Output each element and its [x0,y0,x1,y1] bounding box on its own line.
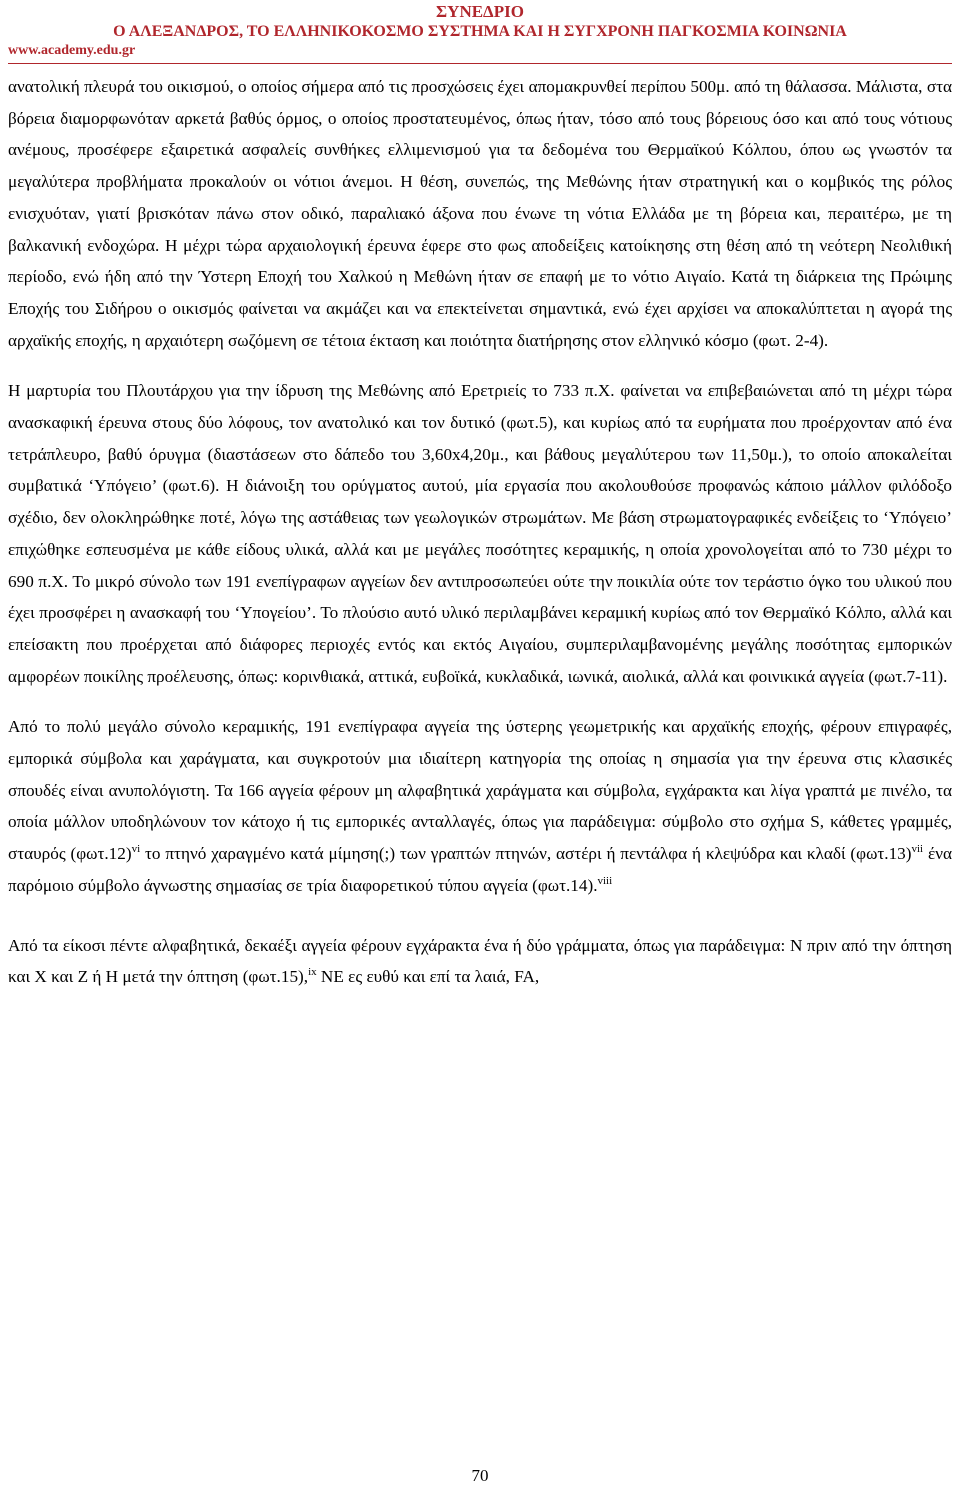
paragraph-3-text-a: Από το πολύ μεγάλο σύνολο κεραμικής, 191 ενεπίγραφα αγγεία της ύστερης γεωμετρικής και αρχαϊκής εποχής, φέρουν επιγραφές, εμπορικά σύμβολα και χαράγματα, και συγκροτούν μια ιδιαίτερη κατηγορία της οποίας η σημασία για την έρευνα στις κλασικές σπουδές είναι ανυπολόγιστη. Τα 166 αγγεία φέρουν μη αλφαβητικά χαράγματα και σύμβολα, εγχάρακτα και λίγα γραπτά με πινέλο, τα οποία μάλλον υποδηλώνουν τον κάτοχο ή τις εμπορικές ανταλλαγές, όπως για παράδειγμα: σύμβολο στο σχήμα S, κάθετες γραμμές, σταυρός (φωτ.12) [8,717,952,864]
paragraph-4 [8,930,952,993]
footnote-ref-ix[interactable]: ix [308,966,317,979]
website-link[interactable]: www.academy.edu.gr [8,43,136,58]
conference-subtitle: Ο ΑΛΕΞΑΝΔΡΟΣ, ΤΟ ΕΛΛΗΝΙΚΟΚΟΣΜΟ ΣΥΣΤΗΜΑ ΚΑΙ Η ΣΥΓΧΡΟΝΗ ΠΑΓΚΟΣΜΙΑ ΚΟΙΝΩΝΙΑ [113,23,847,40]
header-divider [8,63,952,64]
paragraph-3-text-b: το πτηνό χαραγμένο κατά μίμηση(;) των γραπτών πτηνών, αστέρι ή πεντάλφα ή κλεψύδρα και κλαδί (φωτ.13) [140,844,912,864]
paragraph-3 [8,711,952,901]
paragraph-4-text-b: ΝΕ ες ευθύ και επί τα λαιά, FA, [316,967,540,987]
paragraph-4-text-a: Από τα είκοσι πέντε αλφαβητικά, δεκαέξι αγγεία φέρουν εγχάρακτα ένα ή δύο γράμματα, όπως για παράδειγμα: Ν πριν από την όπτηση και Χ και Ζ ή Η μετά την όπτηση (φωτ.15), [8,935,952,987]
paragraph-3-text-c: ένα παρόμοιο σύμβολο άγνωστης σημασίας σε τρία διαφορετικού τύπου αγγεία (φωτ.14). [8,844,952,895]
page-number: 70 [471,1466,489,1485]
paragraph-2: Η μαρτυρία του Πλουτάρχου για την ίδρυση της Μεθώνης από Ερετριείς το 733 π.Χ. φαίνεται να επιβεβαιώνεται από τη μέχρι τώρα ανασκαφική έρευνα στους δύο λόφους, τον ανατολικό και τον δυτικό (φωτ.5), και κυρίως από τα ευρήματα που προέρχονταν από ένα τετράπλευρο, βαθύ όρυγμα (διαστάσεων στο δάπεδο του 3,60x4,20μ., και βάθους μεγαλύτερου των 11,50μ.), το οποίο αποκαλείται συμβατικά ‘Υπόγειο’ (φωτ.6). Η διάνοιξη του ορύγματος αυτού, μία εργασία που ακολουθούσε προφανώς κάποιο μάλλον φιλόδοξο σχέδιο, δεν ολοκληρώθηκε ποτέ, λόγω της αστάθειας των γεωλογικών στρωμάτων. Με βάση στρωματογραφικές ενδείξεις το ‘Υπόγειο’ επιχώθηκε εσπευσμένα με κάθε είδους υλικά, αλλά και με μεγάλες ποσότητες κεραμικής, η οποία χρονολογείται από το 730 μέχρι το 690 π.Χ. Το μικρό σύνολο των 191 ενεπίγραφων αγγείων δεν αντιπροσωπεύει ούτε την ποικιλία ούτε τον τεράστιο όγκο του υλικού που έχει προσφέρει η ανασκαφή του ‘Υπογείου’. Το πλούσιο αυτό υλικό περιλαμβάνει κεραμική κυρίως από τον Θερμαϊκό Κόλπο, αλλά και επείσακτη που προέρχεται από διάφορες περιοχές εντός και εκτός Αιγαίου, συμπεριλαμβανομένης μεγάλης ποσότητας εμπορικών αμφορέων ποικίλης προέλευσης, όπως: κορινθιακά, αττικά, ευβοϊκά, κυκλαδικά, ιωνικά, αιολικά, αλλά και φοινικικά αγγεία (φωτ.7-11). [8,381,952,686]
footnote-ref-vi[interactable]: vi [131,843,141,856]
paragraph-1: ανατολική πλευρά του οικισμού, ο οποίος σήμερα από τις προσχώσεις έχει απομακρυνθεί περίπου 500μ. από τη θάλασσα. Μάλιστα, στα βόρεια διαμορφωνόταν αρκετά βαθύς όρμος, ο οποίος προστατευμένος, όπως ήταν, τόσο από τους βόρειους όσο και από τους νότιους ανέμους, προσέφερε εξαιρετικά ασφαλείς συνθήκες ελλιμενισμού για τα δεδομένα του Θερμαϊκού Κόλπου, όπου ως γνωστόν τα μεγαλύτερα προβλήματα προκαλούν οι νότιοι άνεμοι. Η θέση, συνεπώς, της Μεθώνης ήταν στρατηγική και ο κομβικός της ρόλος ενισχυόταν, γιατί βρισκόταν πάνω στον οδικό, παραλιακό άξονα που ένωνε τη νότια Ελλάδα με τη βόρεια και, περαιτέρω, με τη βαλκανική ενδοχώρα. Η μέχρι τώρα αρχαιολογική έρευνα έφερε στο φως αποδείξεις κατοίκησης στη θέση από τη νεότερη Νεολιθική περίοδο, ενώ ήδη από την Ύστερη Εποχή του Χαλκού η Μεθώνη ήταν σε επαφή με το νότιο Αιγαίο. Κατά τη διάρκεια της Πρώιμης Εποχής του Σιδήρου ο οικισμός φαίνεται να ακμάζει και να επεκτείνεται σημαντικά, ενώ έχει αρχίσει να αποκαλύπτεται η αγορά της αρχαϊκής εποχής, η αρχαιότερη σωζόμενη σε τέτοια έκταση και ποιότητα διατήρησης στον ελληνικό κόσμο (φωτ. 2-4). [8,77,952,350]
document-header [8,2,952,59]
conference-title: ΣΥΝΕΔΡΙΟ [436,2,524,21]
footnote-ref-viii[interactable]: viii [597,874,613,887]
page-body [8,71,952,993]
footnote-ref-vii[interactable]: vii [911,843,924,856]
